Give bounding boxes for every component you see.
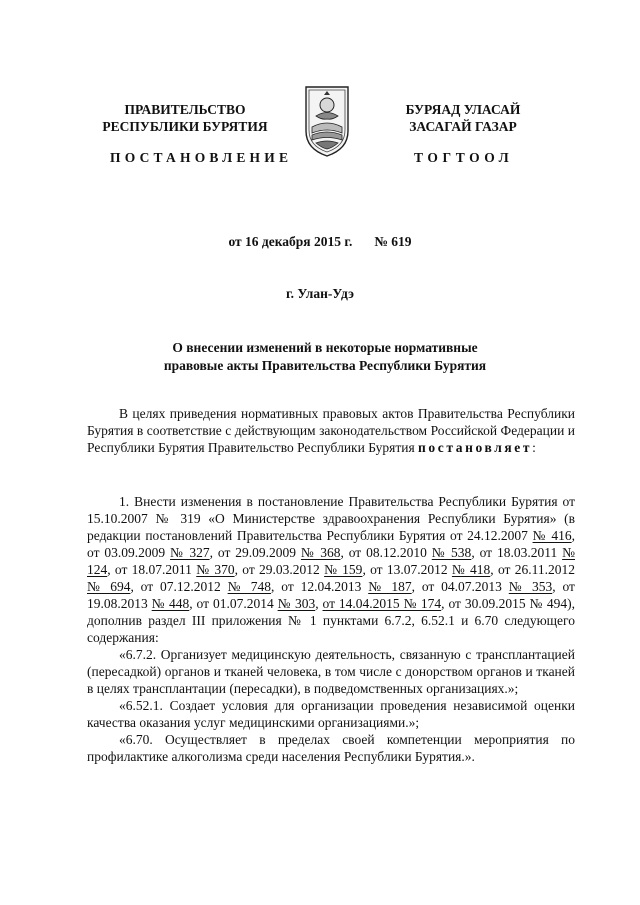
- decree-type-bur: ТОГТООЛ: [414, 150, 514, 165]
- quote-6-70: «6.70. Осуществляет в пределах своей компетенции мероприятия по профилактике алкоголизма среди населения Республики Бурятия.».: [87, 732, 575, 764]
- city: г. Улан-Удэ: [286, 286, 354, 301]
- preamble-text: В целях приведения нормативных правовых актов Правительства Республики Бурятия в соответствие с действующим законодательством Российской Федерации и Республики Бурятия Правительство Республики Бурятия: [87, 406, 575, 455]
- title-line-1: О внесении изменений в некоторые нормативные: [172, 340, 478, 355]
- item1-text: , от 03.09.2009: [87, 528, 575, 560]
- item1-text: , от 26.11.2012: [490, 562, 575, 577]
- amendment-ref: от 14.04.2015 № 174: [322, 596, 442, 611]
- item1-text: , от 29.09.2009: [209, 545, 301, 560]
- government-name-bur: [378, 101, 548, 135]
- decree-body: [87, 493, 575, 765]
- item1-text: , от 01.07.2014: [189, 596, 278, 611]
- item1-text: , от 07.12.2012: [130, 579, 228, 594]
- coat-of-arms-icon: [302, 83, 352, 159]
- amendment-ref: № 694: [87, 579, 131, 594]
- quote-6-7-2: «6.7.2. Организует медицинскую деятельность, связанную с трансплантацией (пересадкой) органов и тканей человека, в том числе с донорством органов и тканей в целях трансплантации (пересадки), в подведомственных организациях.»;: [87, 647, 575, 696]
- item1-text: , от 13.07.2012: [362, 562, 452, 577]
- decree-date: от 16 декабря 2015 г.: [228, 234, 353, 249]
- government-bur-line-2: ЗАСАГАЙ ГАЗАР: [409, 119, 517, 134]
- amendment-ref: № 538: [431, 545, 472, 560]
- item1-text: , от 08.12.2010: [340, 545, 432, 560]
- amendment-ref: № 370: [196, 562, 235, 577]
- preamble-colon: :: [532, 440, 536, 455]
- decree-type-ru: ПОСТАНОВЛЕНИЕ: [110, 150, 293, 165]
- item1-text: , от 18.03.2011: [471, 545, 563, 560]
- item1-text: , от 18.07.2011: [107, 562, 197, 577]
- amendment-ref: № 416: [532, 528, 572, 543]
- amendment-ref: № 748: [227, 579, 272, 594]
- amendment-ref: № 368: [300, 545, 341, 560]
- item1-text: , от 19.08.2013: [87, 579, 575, 611]
- government-line-1: ПРАВИТЕЛЬСТВО: [124, 102, 246, 117]
- item1-text: ,: [315, 596, 323, 611]
- preamble: [87, 405, 575, 456]
- item-1: [87, 493, 575, 646]
- date-line: [0, 234, 640, 250]
- government-bur-line-1: БУРЯАД УЛАСАЙ: [405, 102, 521, 117]
- preamble-paragraph: [87, 405, 575, 456]
- amendment-ref: № 418: [451, 562, 491, 577]
- amendment-ref: № 124: [87, 545, 575, 577]
- resolves-word: постановляет: [418, 440, 533, 455]
- item1-text: , от 12.04.2013: [271, 579, 369, 594]
- amendment-ref: № 448: [151, 596, 190, 611]
- amendment-ref: № 187: [368, 579, 412, 594]
- amendment-ref: № 303: [277, 596, 316, 611]
- item1-text: , от 29.03.2012: [234, 562, 325, 577]
- title-line-2: правовые акты Правительства Республики Бурятия: [163, 357, 487, 373]
- quote-6-52-1: «6.52.1. Создает условия для организации проведения независимой оценки качества оказания услуг медицинскими организациями.»;: [87, 698, 575, 730]
- item1-text: , от 30.09.2015 № 494), дополнив раздел III приложения № 1 пунктами 6.7.2, 6.52.1 и 6.70 следующего содержания:: [87, 596, 575, 645]
- government-name-ru: [100, 101, 270, 135]
- document-title: [120, 339, 530, 374]
- amendment-ref: № 353: [508, 579, 553, 594]
- decree-number: № 619: [374, 234, 412, 249]
- government-line-2: РЕСПУБЛИКИ БУРЯТИЯ: [102, 119, 268, 134]
- item1-text: 1. Внести изменения в постановление Правительства Республики Бурятия от 15.10.2007 № 319 «О Министерстве здравоохранения Республики Бурятия» (в редакции постановлений Правительства Республики Бурятия от 24.12.2007: [87, 494, 575, 543]
- amendment-ref: № 159: [324, 562, 363, 577]
- item1-text: , от 04.07.2013: [411, 579, 509, 594]
- amendment-ref: № 327: [170, 545, 210, 560]
